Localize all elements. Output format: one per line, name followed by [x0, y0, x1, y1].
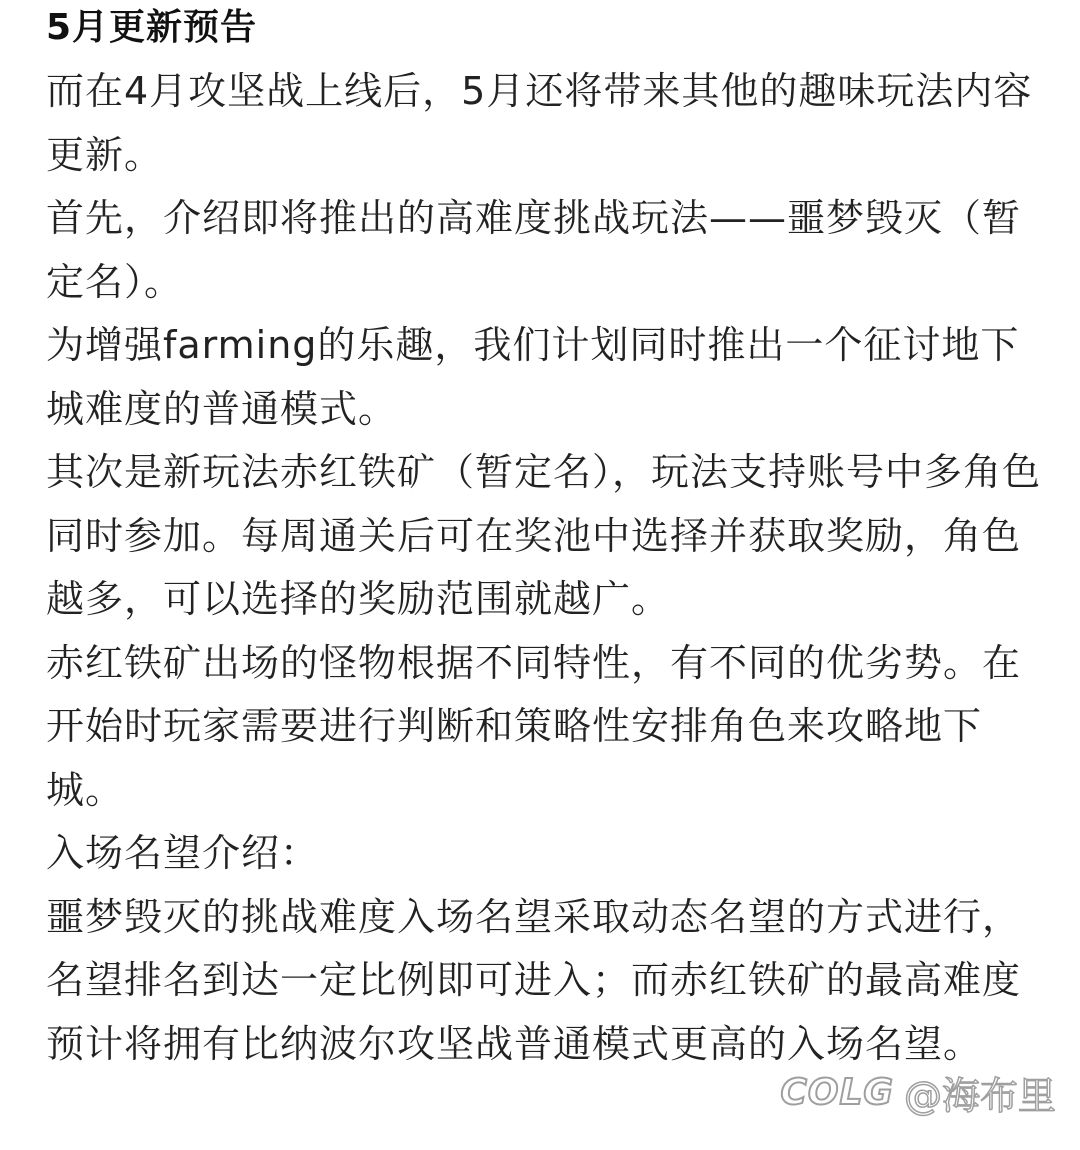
paragraph-red-iron-mine: 其次是新玩法赤红铁矿（暂定名），玩法支持账号中多角色同时参加。每周通关后可在奖池中选择并获取奖励，角色越多，可以选择的奖励范围就越广。 — [46, 450, 1042, 621]
article-body — [46, 60, 1046, 1076]
paragraph-nightmare: 首先，介绍即将推出的高难度挑战玩法——噩梦毁灭（暂定名）。 — [46, 196, 1022, 304]
watermark-handle: @海布里 — [903, 1074, 1056, 1118]
paragraph-farming: 为增强farming的乐趣，我们计划同时推出一个征讨地下城难度的普通模式。 — [46, 323, 1020, 431]
paragraph-intro: 而在4月攻坚战上线后，5月还将带来其他的趣味玩法内容更新。 — [46, 69, 1033, 177]
article — [46, 0, 1046, 1076]
colg-logo: COLG — [780, 1072, 894, 1113]
paragraph-monsters: 赤红铁矿出场的怪物根据不同特性，有不同的优劣势。在开始时玩家需要进行判断和策略性安排角色来攻略地下城。 — [46, 640, 1022, 812]
paragraph-entry-heading: 入场名望介绍： — [46, 831, 320, 875]
article-title: 5月更新预告 — [46, 7, 258, 48]
watermark — [780, 1065, 1056, 1120]
paragraph-entry-fame: 噩梦毁灭的挑战难度入场名望采取动态名望的方式进行，名望排名到达一定比例即可进入；而赤红铁矿的最高难度预计将拥有比纳波尔攻坚战普通模式更高的入场名望。 — [46, 894, 1022, 1066]
